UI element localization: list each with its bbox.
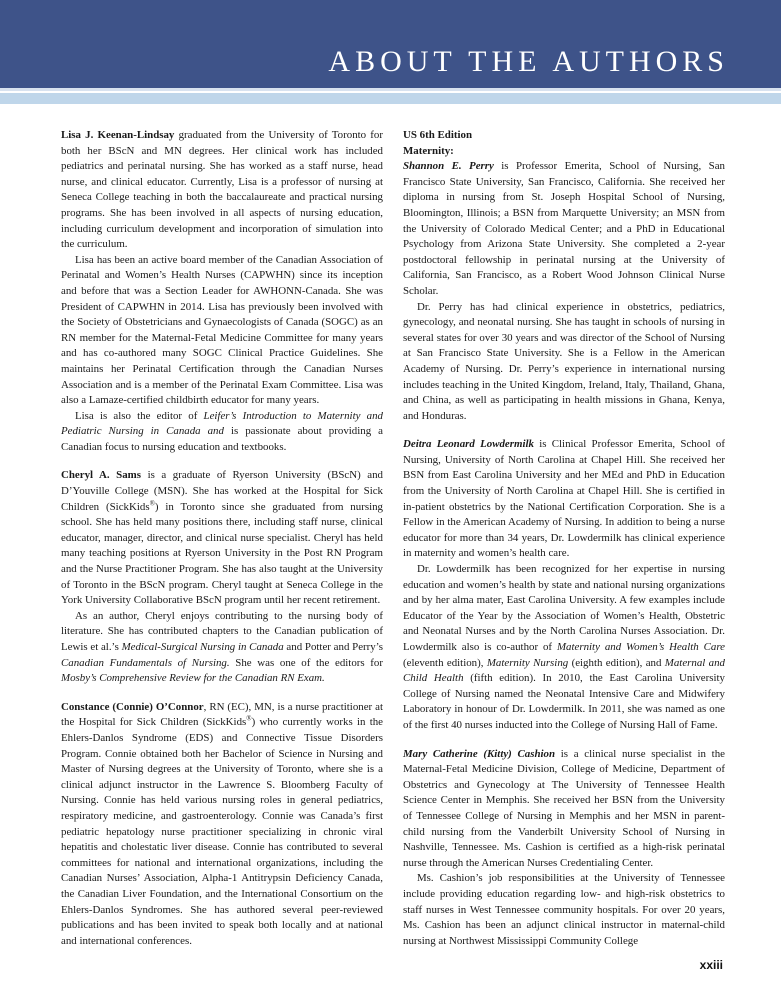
- bio-cashion-p1: Mary Catherine (Kitty) Cashion is a clinical nurse specialist in the Maternal-Fetal Medicine Division, College of Medicine, Department of Obstetrics and Gynecology at The University of Tennessee Health Science Center in Memphis. She received her BSN from the University of Tennessee College of Nursing in Memphis and her MSN in parent-child nursing from the Vanderbilt University School of Nursing in Nashville, Tennessee. Ms. Cashion is certified as a high-risk perinatal nurse through the American Nurses Credentialing Center.: [403, 747, 725, 869]
- left-column: [61, 128, 383, 949]
- bio-lowdermilk-p1: Deitra Leonard Lowdermilk is Clinical Professor Emerita, School of Nursing, University of North Carolina at Chapel Hill. She received her BSN from East Carolina University and her MEd and PhD in Education from the University of North Carolina at Chapel Hill. She is certified in in-patient obstetrics by the National Certification Corporation. She is a Fellow in the American Academy of Nursing. In addition to being a nurse educator for more than 34 years, Dr. Lowdermilk has clinical experience in maternity and women’s health care.: [403, 438, 726, 560]
- bio-perry-p1: Shannon E. Perry is Professor Emerita, School of Nursing, San Francisco State University, San Francisco, California. She received her diploma in nursing from St. Joseph Hospital School of Nursing, Bloomington, Illinois; a BSN from Marquette University; an MSN from the University of Colorado Medical Center; and a PhD in Educational Psychology from Arizona State University. She completed a 2-year postdoctoral fellowship in perinatal nursing at the University of California, San Francisco, as a Robert Wood Johnson Clinical Nurse Scholar.: [403, 160, 725, 297]
- book-title: Maternal and Child Health: [403, 656, 725, 685]
- author-name: Cheryl A. Sams: [61, 469, 141, 482]
- page-title: ABOUT THE AUTHORS: [328, 45, 729, 78]
- author-name: Constance (Connie) O’Connor: [61, 700, 204, 713]
- author-name: Lisa J. Keenan-Lindsay: [61, 129, 175, 141]
- right-column: [403, 128, 725, 949]
- bio-perry-p2: Dr. Perry has had clinical experience in obstetrics, pediatrics, gynecology, and neonatal nursing. She has taught in schools of nursing in several states for over 30 years and was director of the School of Nursing at San Francisco State University. She is a Fellow in the American Academy of Nursing. Dr. Perry’s experience in international nursing includes teaching in the United Kingdom, Ireland, Italy, Thailand, Ghana, and China, as well as participating in health missions in Ghana, Kenya, and Honduras.: [403, 300, 725, 422]
- registered-mark: ®: [246, 714, 252, 723]
- bio-lowdermilk-p2: Dr. Lowdermilk has been recognized for her expertise in nursing education and women’s health by state and national nursing organizations and by her alma mater, East Carolina University. A few examples include Educator of the Year by the Association of Women’s Health, Obstetric and Neonatal Nurses and by the North Carolina Nurses Association. Dr. Lowdermilk also is co-author of Maternity and Women’s Health Care (eleventh edition), Maternity Nursing (eighth edition), and Maternal and Child Health (fifth edition). In 2010, the East Carolina University College of Nursing named the Neonatal Intensive Care and Midwifery Laboratory in honour of Dr. Lowdermilk. In 2011, she was named as one of the first 40 nurses inducted into the College of Nursing Hall of Fame.: [403, 563, 726, 731]
- bio-keenan-lindsay-p1: Lisa J. Keenan-Lindsay graduated from the University of Toronto for both her BScN and MN degrees. Her clinical work has included pediatrics and perinatal nursing. She has worked as a staff nurse, head nurse, and clinical educator. Currently, Lisa is a professor of nursing at Seneca College teaching in both the baccalaureate and practical nursing programs. She has been involved in all aspects of nursing education, including curriculum development and incorporation of simulation into the curriculum.: [61, 129, 384, 251]
- author-name: Shannon E. Perry: [403, 160, 494, 173]
- bio-cashion-p2: Ms. Cashion’s job responsibilities at the University of Tennessee include providing education regarding low- and high-risk obstetrics to staff nurses in West Tennessee community hospitals. For over 20 years, Ms. Cashion has been an adjunct clinical instructor in maternal-child nursing at Northwest Mississippi Community College: [403, 872, 725, 947]
- book-title: Leifer’s Introduction to Maternity and Pediatric Nursing in Canada and: [61, 409, 383, 438]
- bio-keenan-lindsay-p2: Lisa has been an active board member of the Canadian Association of Perinatal and Women’s Health Nurses (CAPWHN) since its inception and before that was a Section Leader for AWHONN-Canada. She was President of CAPWHN in 2014. Lisa has previously been involved with the Society of Obstetricians and Gynaecologists of Canada (SOGC) as an RN member for the Maternal-Fetal Medicine Committee for many years and has co-authored many SOGC Clinical Practice Guidelines. She maintains her Perinatal Certification through the Canadian Nurses Association and is a member of the Perinatal Exam Committee. Lisa was also a Lamaze-certified childbirth educator for many years.: [61, 253, 383, 407]
- header-rule: [0, 88, 781, 91]
- book-title: Mosby’s Comprehensive Review for the Canadian RN Exam.: [61, 672, 325, 685]
- bio-keenan-lindsay-p3: Lisa is also the editor of Leifer’s Introduction to Maternity and Pediatric Nursing in Canada and is passionate about providing a Canadian focus to nursing education and textbooks.: [61, 409, 383, 453]
- author-name: Mary Catherine (Kitty) Cashion: [403, 747, 556, 760]
- book-title: Maternity Nursing: [486, 656, 569, 669]
- page-number: xxiii: [699, 958, 723, 972]
- edition-heading: US 6th Edition: [403, 129, 472, 141]
- book-title: Canadian Fundamentals of Nursing.: [61, 656, 230, 669]
- author-name: Deitra Leonard Lowdermilk: [403, 438, 534, 451]
- bio-oconnor-p1: Constance (Connie) O’Connor, RN (EC), MN, is a nurse practitioner at the Hospital for Sick Children (SickKids®) who currently works in the Ehlers-Danlos Syndrome (EDS) and Connective Tissue Disorders Program. Connie obtained both her Bachelor of Science in Nursing and Master of Nursing degrees at the University of Toronto, where she is a clinical adjunct instructor in the Lawrence S. Bloomberg Faculty of Nursing. Connie has held various nursing roles in general pediatrics, respiratory medicine, and gastroenterology. Connie was Canada’s first pediatric hepatology nurse practitioner specializing in chronic viral hepatitis and cholestatic liver disease. Connie has contributed to several committees for national and international organizations, including the Canadian Nurses’ Association, Alpha-1 Antitrypsin Deficiency Canada, the Canadian Liver Foundation, and the International Consortium on the Ehlers-Danlos Syndromes. She has authored several peer-reviewed publications and has been invited to speak both locally and at national and international conferences.: [61, 700, 383, 947]
- header-accent-stripe: [0, 93, 781, 104]
- section-heading: Maternity:: [403, 144, 454, 157]
- bio-sams-p1: Cheryl A. Sams is a graduate of Ryerson University (BScN) and D’Youville College (MSN). She has worked at the Hospital for Sick Children (SickKids®) in Toronto since she graduated from nursing school. She has held many positions there, including staff nurse, clinical educator, manager, director, and clinical nurse specialist. Cheryl has held many teaching positions at Ryerson University in the Post RN Program and the Nurse Practitioner Program. She has also taught at the University of Toronto in the BScN program. Cheryl taught at Seneca College in the York University Collaborative BScN program until her recent retirement.: [61, 469, 384, 607]
- bio-sams-p2: As an author, Cheryl enjoys contributing to the nursing body of literature. She has contributed chapters to the Canadian publication of Lewis et al.’s Medical-Surgical Nursing in Canada and Potter and Perry’s Canadian Fundamentals of Nursing. She was one of the editors for Mosby’s Comprehensive Review for the Canadian RN Exam.: [61, 609, 383, 685]
- book-title: Maternity and Women’s Health Care: [556, 641, 726, 653]
- book-title: Medical-Surgical Nursing in Canada: [121, 641, 284, 653]
- registered-mark: ®: [149, 499, 155, 508]
